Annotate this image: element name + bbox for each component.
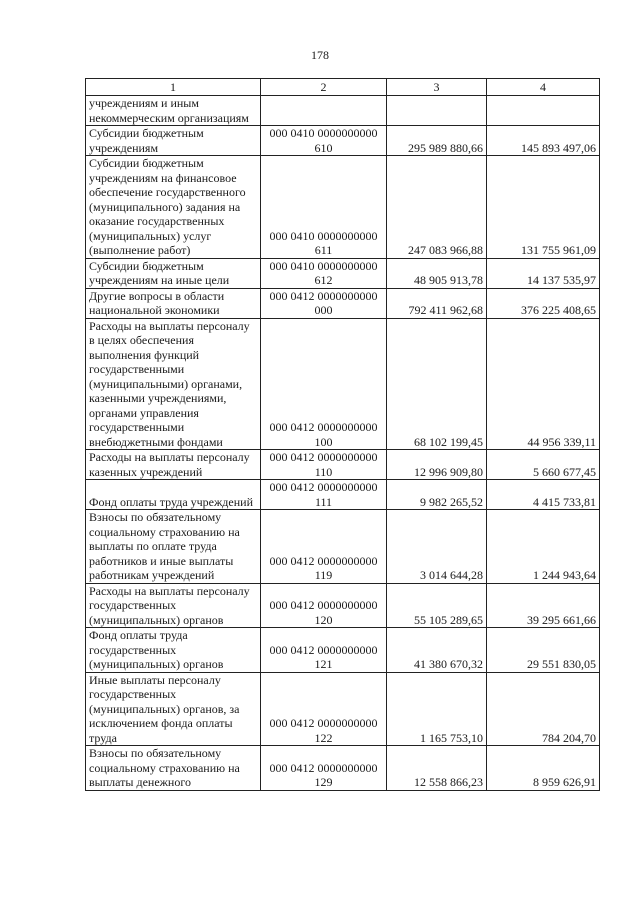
row-code-cell: 000 0410 0000000000 610 [261,126,387,156]
row-code-cell: 000 0412 0000000000 119 [261,510,387,584]
row-value-col3: 55 105 289,65 [387,583,487,628]
row-value-col4: 145 893 497,06 [487,126,600,156]
row-value-col3: 68 102 199,45 [387,318,487,450]
row-value-col4: 376 225 408,65 [487,288,600,318]
table-row [86,480,600,510]
table-row [86,672,600,746]
row-value-col3: 48 905 913,78 [387,258,487,288]
table-row [86,156,600,259]
header-col-2: 2 [261,79,387,96]
row-value-col4: 29 551 830,05 [487,628,600,673]
row-value-col3: 1 165 753,10 [387,672,487,746]
row-name-cell: Иные выплаты персоналу государственных (муниципальных) органов, за исключением фонда оплаты труда [86,672,261,746]
table-row [86,96,600,126]
row-code-cell: 000 0412 0000000000 000 [261,288,387,318]
row-value-col4: 14 137 535,97 [487,258,600,288]
row-value-col3: 247 083 966,88 [387,156,487,259]
row-code-cell: 000 0412 0000000000 100 [261,318,387,450]
row-code-cell: 000 0412 0000000000 129 [261,746,387,791]
header-col-1: 1 [86,79,261,96]
row-value-col3: 12 996 909,80 [387,450,487,480]
row-value-col4: 4 415 733,81 [487,480,600,510]
row-name-cell: Расходы на выплаты персоналу в целях обеспечения выполнения функций государственными (муниципальными) органами, казенными учреждениями, органами управления государственными внебюджетными фондами [86,318,261,450]
row-name-cell: Расходы на выплаты персоналу казенных учреждений [86,450,261,480]
page-number: 178 [311,48,329,62]
row-name-cell: Субсидии бюджетным учреждениям на финансовое обеспечение государственного (муниципального) задания на оказание государственных (муниципальных) услуг (выполнение работ) [86,156,261,259]
table-row [86,318,600,450]
table-row [86,450,600,480]
row-value-col4: 131 755 961,09 [487,156,600,259]
row-name-cell: Расходы на выплаты персоналу государственных (муниципальных) органов [86,583,261,628]
row-value-col3: 3 014 644,28 [387,510,487,584]
row-value-col3: 9 982 265,52 [387,480,487,510]
row-code-cell [261,96,387,126]
header-col-4: 4 [487,79,600,96]
row-name-cell: учреждениям и иным некоммерческим организациям [86,96,261,126]
row-value-col4: 5 660 677,45 [487,450,600,480]
row-name-cell: Субсидии бюджетным учреждениям на иные цели [86,258,261,288]
row-code-cell: 000 0412 0000000000 122 [261,672,387,746]
table-body [86,96,600,791]
row-value-col3: 295 989 880,66 [387,126,487,156]
row-value-col4: 1 244 943,64 [487,510,600,584]
row-code-cell: 000 0412 0000000000 111 [261,480,387,510]
row-code-cell: 000 0412 0000000000 110 [261,450,387,480]
row-value-col3: 12 558 866,23 [387,746,487,791]
row-code-cell: 000 0412 0000000000 120 [261,583,387,628]
row-name-cell: Взносы по обязательному социальному страхованию на выплаты денежного [86,746,261,791]
row-value-col4: 8 959 626,91 [487,746,600,791]
row-name-cell: Другие вопросы в области национальной экономики [86,288,261,318]
table-row [86,258,600,288]
row-code-cell: 000 0412 0000000000 121 [261,628,387,673]
row-value-col3: 792 411 962,68 [387,288,487,318]
header-row [86,79,600,96]
row-name-cell: Фонд оплаты труда учреждений [86,480,261,510]
row-value-col4: 44 956 339,11 [487,318,600,450]
row-value-col3 [387,96,487,126]
table-row [86,510,600,584]
row-name-cell: Взносы по обязательному социальному страхованию на выплаты по оплате труда работников и иные выплаты работникам учреждений [86,510,261,584]
table-row [86,126,600,156]
row-value-col4: 784 204,70 [487,672,600,746]
row-value-col3: 41 380 670,32 [387,628,487,673]
table-row [86,746,600,791]
table-row [86,583,600,628]
budget-table [85,78,600,791]
row-value-col4 [487,96,600,126]
row-value-col4: 39 295 661,66 [487,583,600,628]
row-code-cell: 000 0410 0000000000 611 [261,156,387,259]
header-col-3: 3 [387,79,487,96]
row-code-cell: 000 0410 0000000000 612 [261,258,387,288]
table-row [86,628,600,673]
row-name-cell: Субсидии бюджетным учреждениям [86,126,261,156]
table-row [86,288,600,318]
row-name-cell: Фонд оплаты труда государственных (муниципальных) органов [86,628,261,673]
